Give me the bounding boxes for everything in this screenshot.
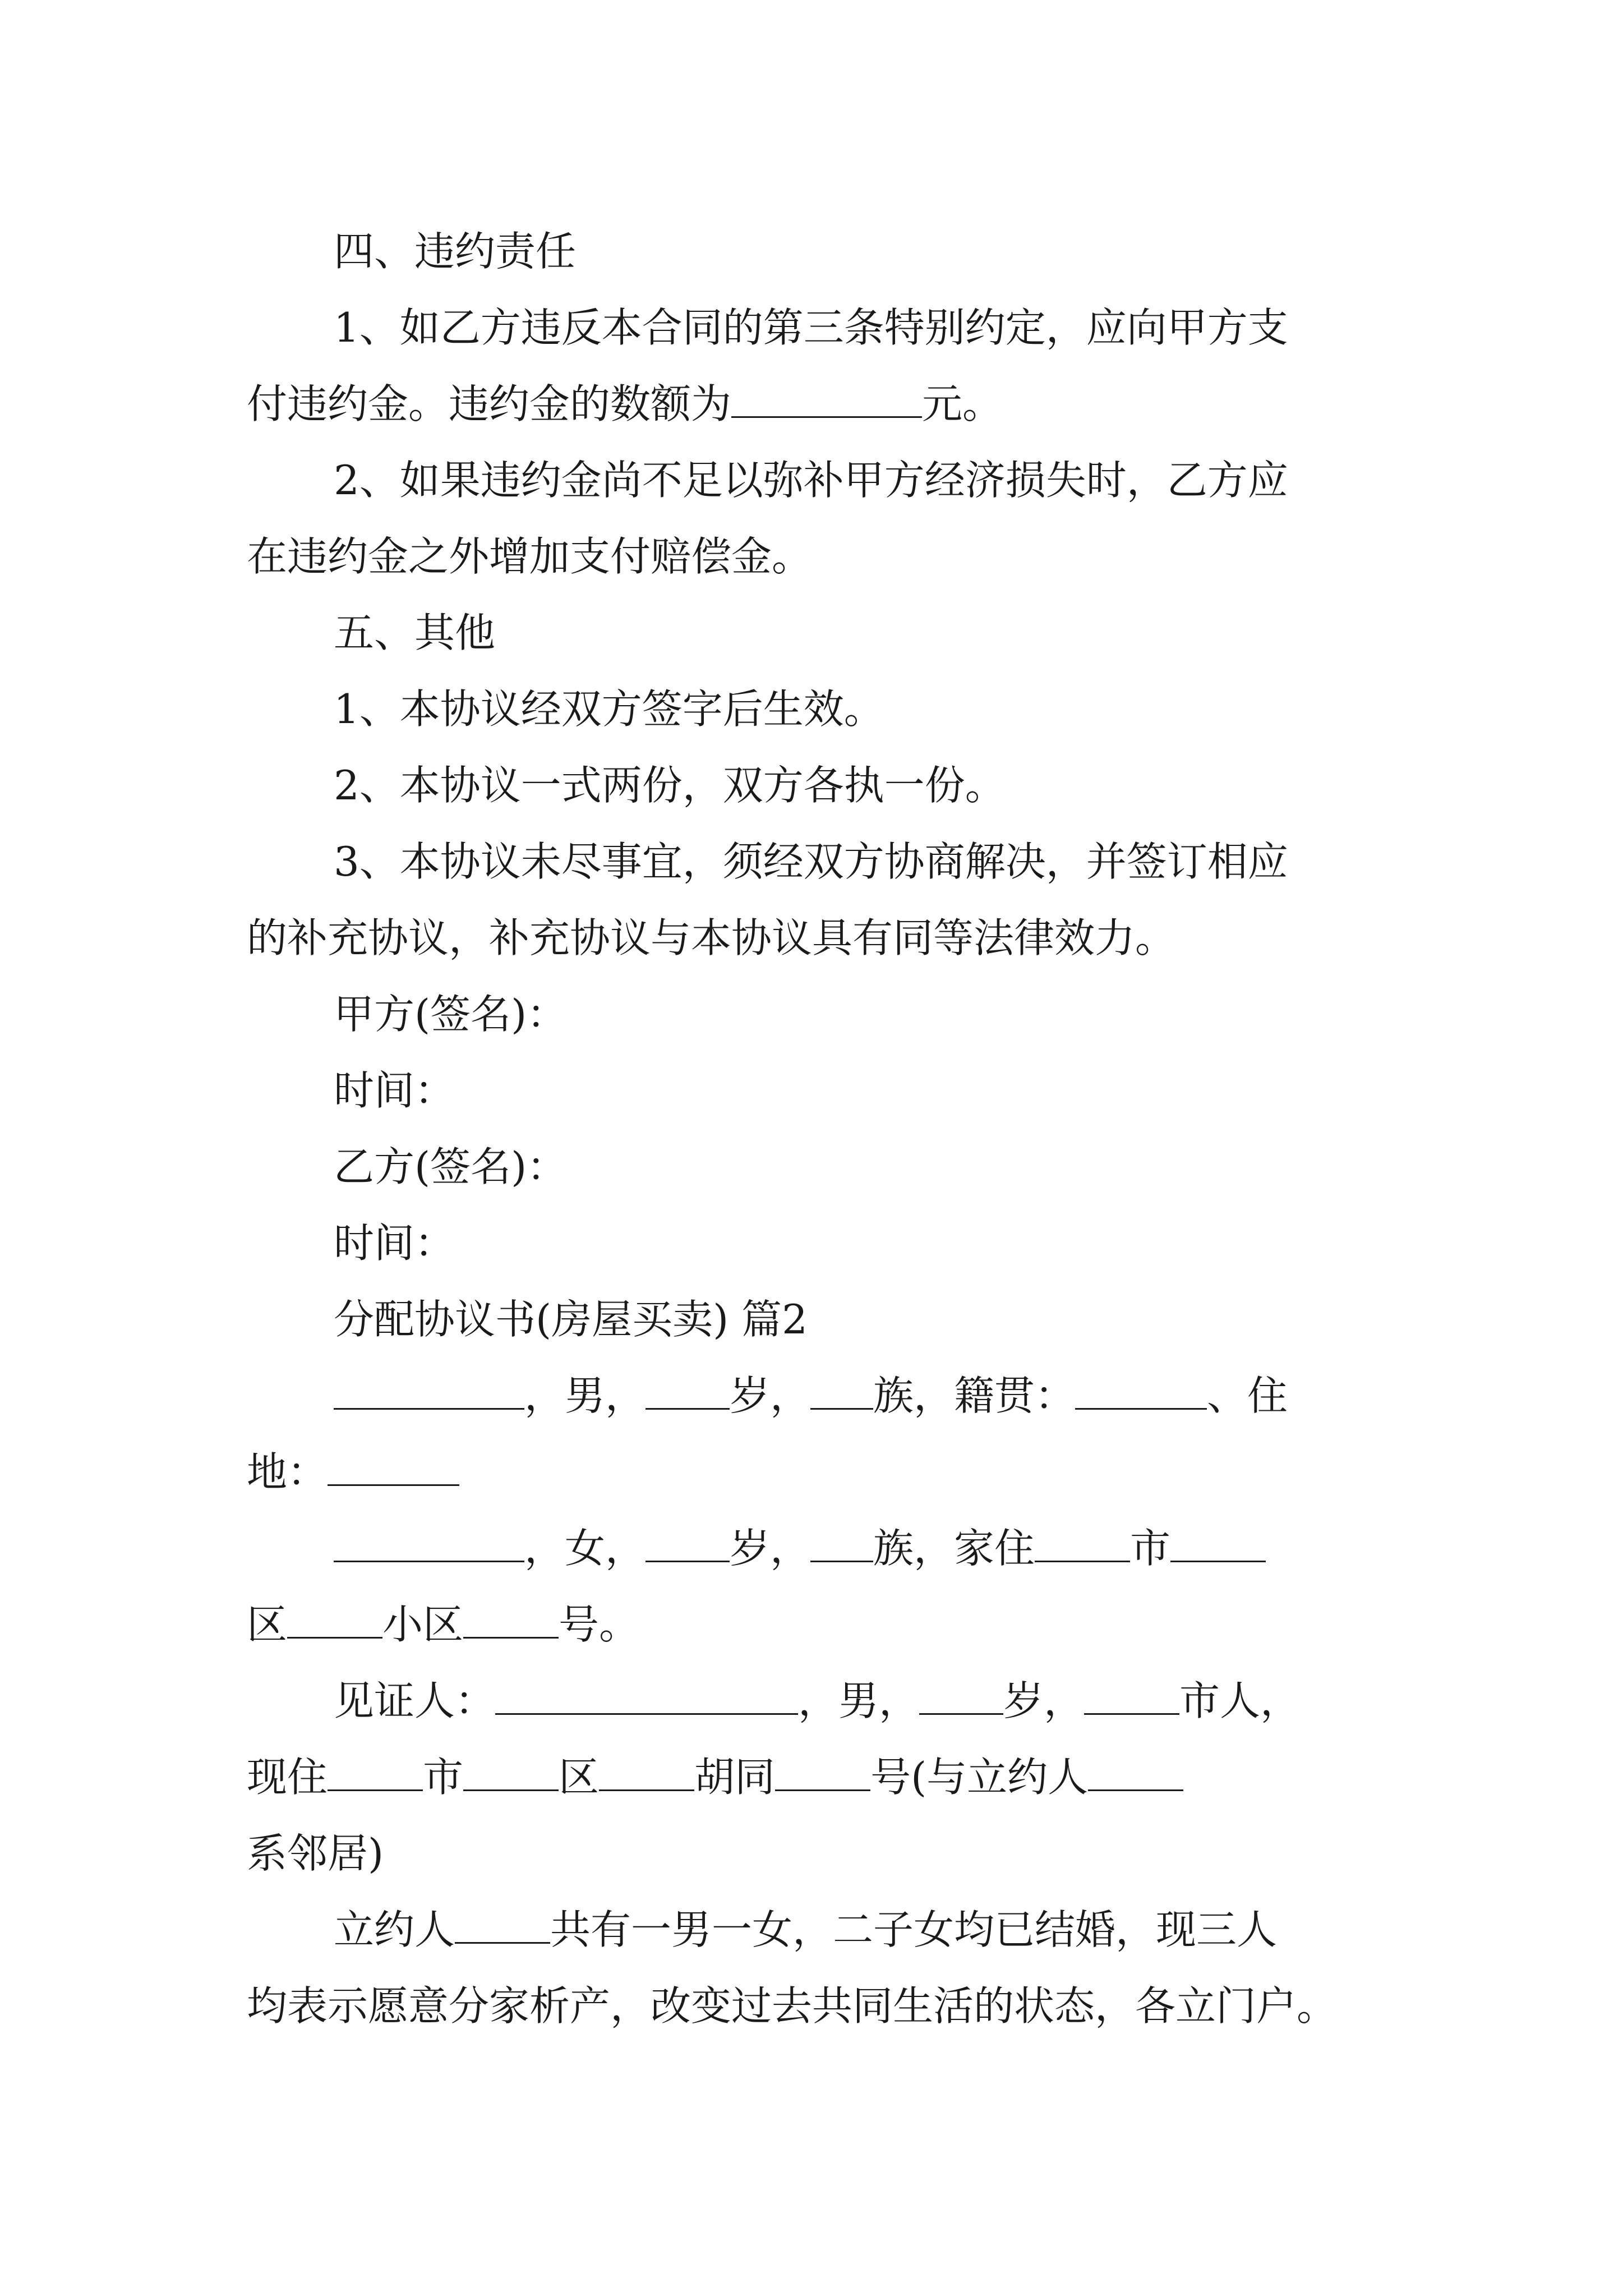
party-b-signature: 乙方(签名)：	[334, 1143, 568, 1190]
witness-city2-blank	[328, 1755, 423, 1791]
male-ethnicity-blank	[810, 1374, 873, 1410]
male-native-place-blank	[1075, 1374, 1207, 1410]
female-age-blank	[645, 1526, 730, 1562]
paragraph-breach-1: 1、如乙方违反本合同的第三条特别约定，应向甲方支	[334, 304, 1288, 351]
witness-line: 见证人： ，男， 岁， 市人，	[334, 1677, 1301, 1724]
female-number-blank	[463, 1603, 559, 1639]
paragraph-other-3: 3、本协议未尽事宜，须经双方协商解决，并签订相应	[334, 838, 1288, 885]
witness-relation-blank	[1088, 1755, 1183, 1791]
paragraph-breach-2: 2、如果违约金尚不足以弥补甲方经济损失时，乙方应	[334, 457, 1288, 504]
witness-district-blank	[463, 1755, 559, 1791]
witness-hutong-blank	[599, 1755, 694, 1791]
male-address-blank	[328, 1450, 459, 1486]
witness-relation-line: 系邻居)	[247, 1830, 384, 1877]
section-heading-other: 五、其他	[334, 609, 496, 656]
document-page	[247, 213, 1380, 2044]
party-a-time: 时间：	[334, 1067, 455, 1114]
female-district-blank	[1170, 1526, 1266, 1562]
document-title-part-2: 分配协议书(房屋买卖) 篇2	[334, 1296, 808, 1343]
party-female-line: ，女， 岁， 族，家住 市	[247, 1510, 1380, 1586]
paragraph-other-3-cont: 的补充协议，补充协议与本协议具有同等法律效力。	[247, 914, 1176, 961]
party-a-signature: 甲方(签名)：	[334, 991, 568, 1038]
female-community-blank	[287, 1603, 382, 1639]
paragraph-family-1: 立约人 共有一男一女，二子女均已结婚，现三人	[334, 1906, 1278, 1953]
party-female-address-line: 区 小区 号。	[247, 1601, 640, 1648]
female-name-blank	[334, 1526, 524, 1562]
section-heading-breach: 四、违约责任	[334, 228, 577, 275]
penalty-amount-blank	[731, 382, 922, 418]
witness-city-blank	[1084, 1679, 1179, 1715]
paragraph-breach-2-cont: 在违约金之外增加支付赔偿金。	[247, 533, 813, 580]
party-male-address-line: 地：	[247, 1434, 1380, 1510]
party-male-line: ，男， 岁， 族，籍贯： 、住	[247, 1358, 1380, 1434]
witness-name-blank	[495, 1679, 798, 1715]
female-ethnicity-blank	[810, 1526, 873, 1562]
party-name-blank	[455, 1908, 550, 1944]
male-name-blank	[334, 1374, 524, 1410]
witness-age-blank	[919, 1679, 1003, 1715]
paragraph-other-1: 1、本协议经双方签字后生效。	[334, 685, 884, 733]
male-age-blank	[645, 1374, 730, 1410]
party-b-time: 时间：	[334, 1220, 455, 1267]
female-city-blank	[1035, 1526, 1130, 1562]
paragraph-other-2: 2、本协议一式两份，双方各执一份。	[334, 762, 1006, 809]
paragraph-family-1-cont: 均表示愿意分家析产，改变过去共同生活的状态，各立门户。	[247, 1982, 1338, 2030]
witness-address-line: 现住 市 区 胡同 号(与立约人	[247, 1739, 1380, 1815]
paragraph-breach-1-cont: 付违约金。违约金的数额为 元。	[247, 380, 1003, 427]
witness-number-blank	[775, 1755, 870, 1791]
